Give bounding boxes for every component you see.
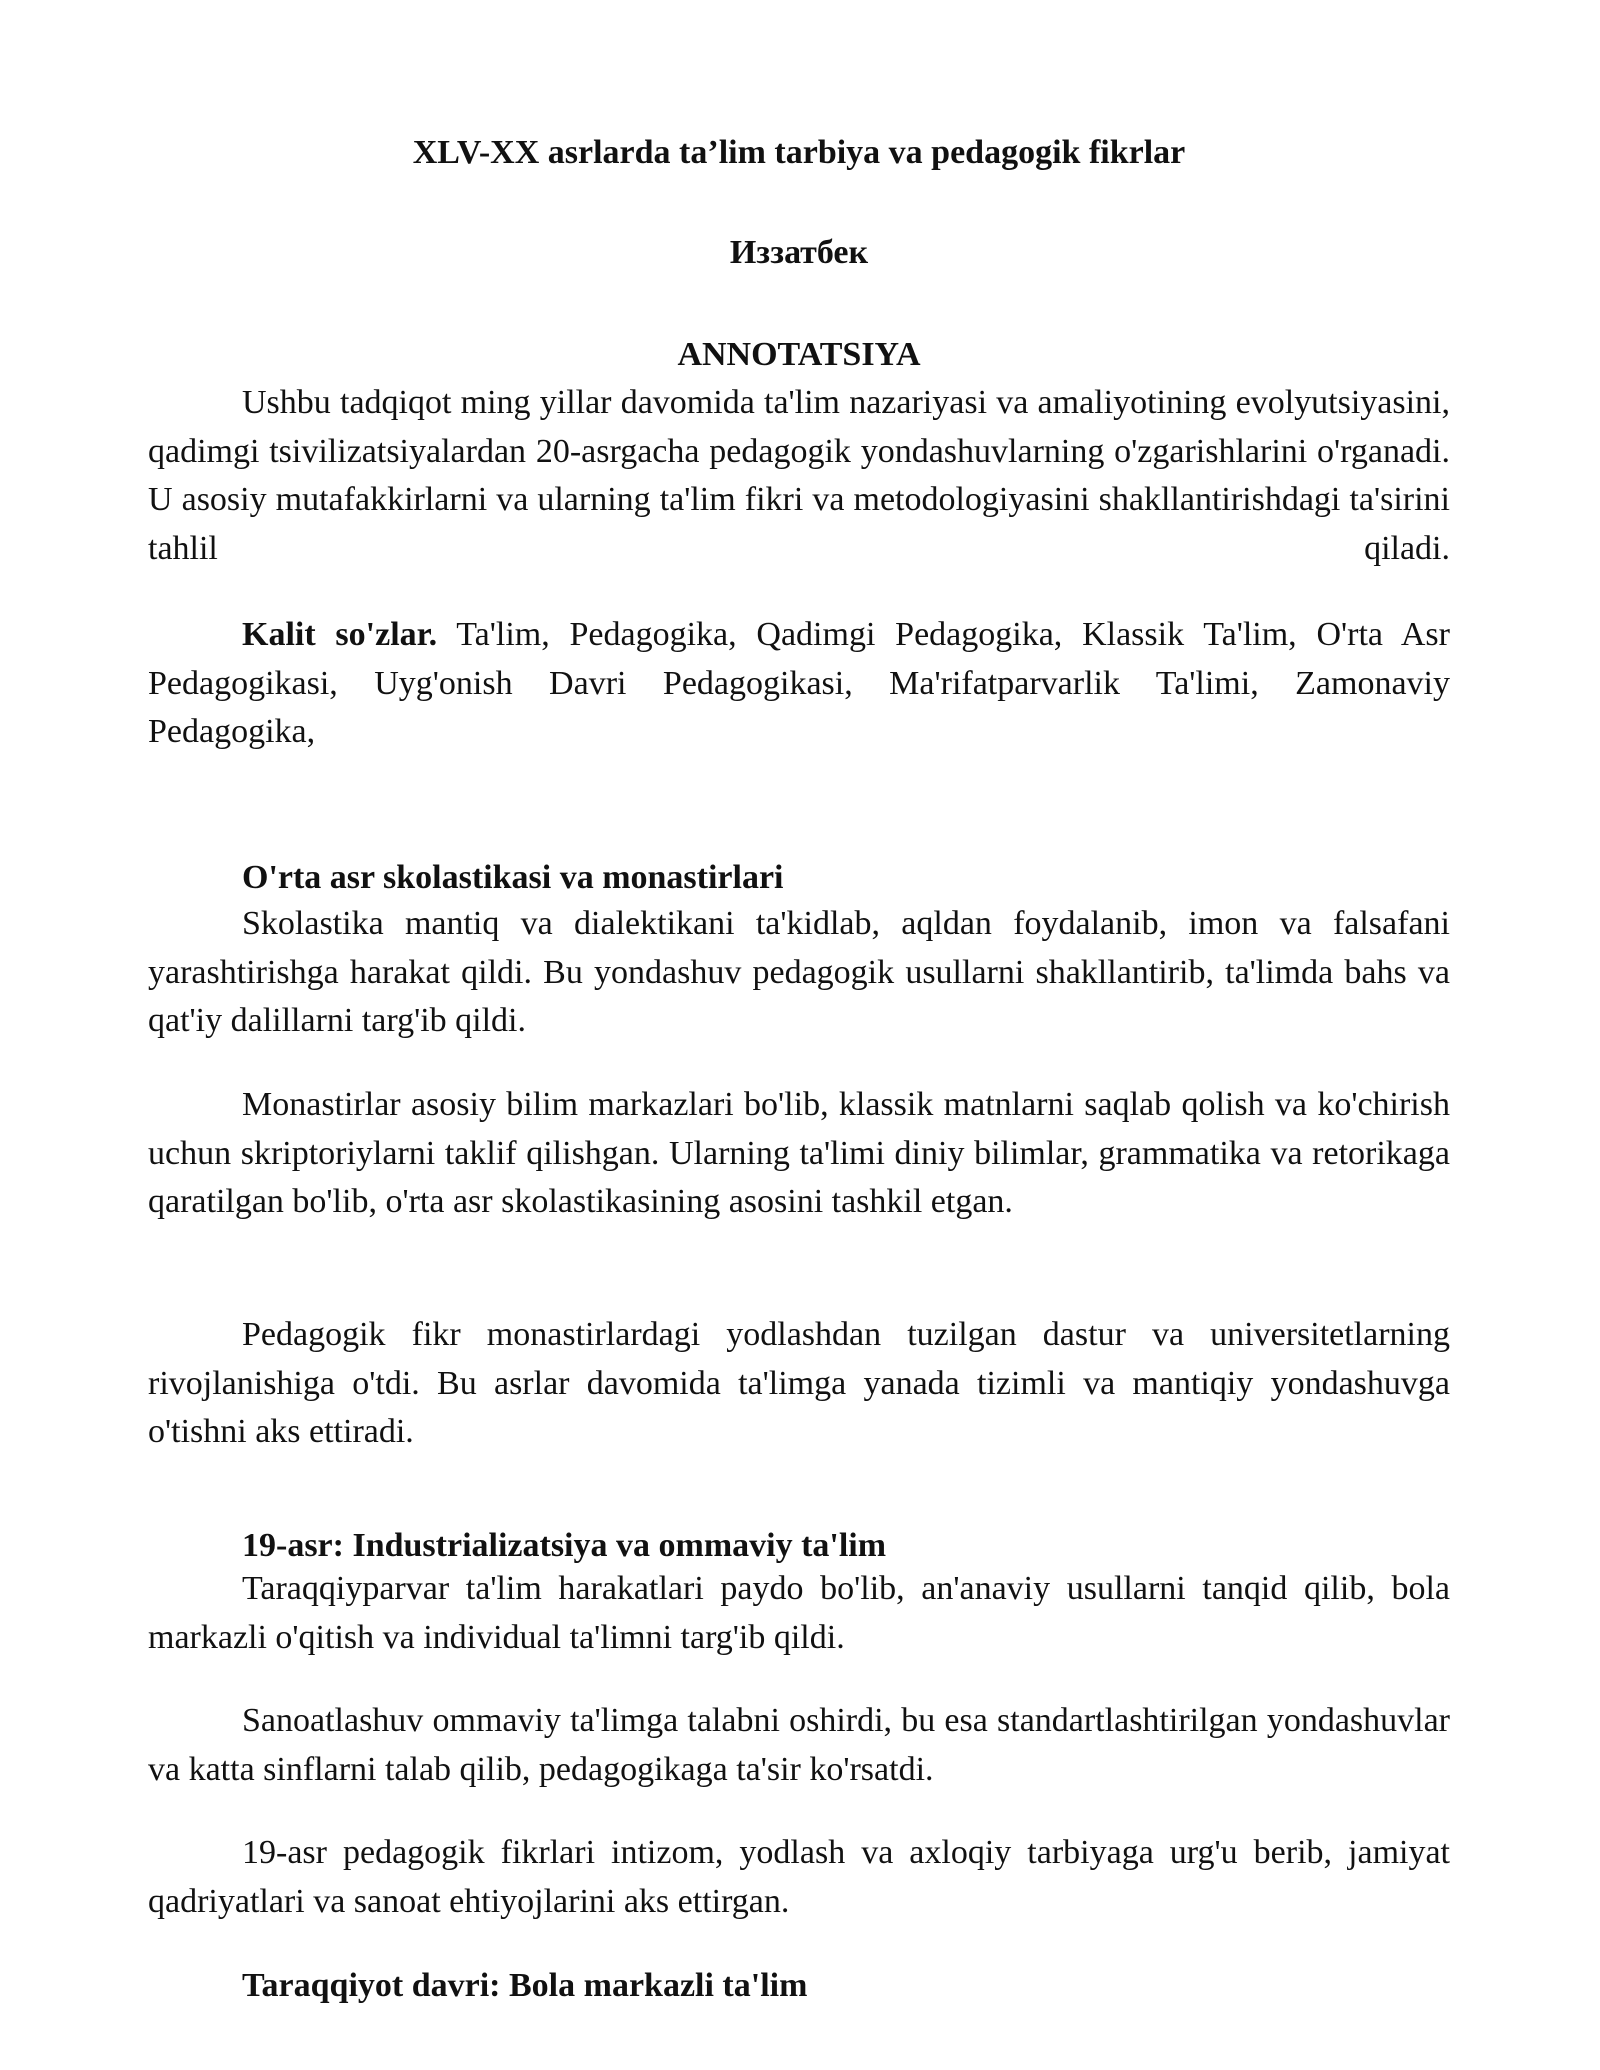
section-heading-medieval: O'rta asr skolastikasi va monastirlari (242, 859, 784, 896)
abstract-paragraph: Ushbu tadqiqot ming yillar davomida ta'lim nazariyasi va amaliyotining evolyutsiyasini, qadimgi tsivilizatsiyalardan 20-asrgacha pedagogik yondashuvlarning o'zgarishlarini o'rganadi. U asosiy mutafakkirlarni va ularning ta'lim fikri va metodologiyasini shakllantirishdagi ta'sirini tahlil qiladi. (148, 384, 1450, 567)
section-paragraph: 19-asr pedagogik fikrlari intizom, yodlash va axloqiy tarbiyaga urg'u berib, jamiyat qadriyatlari va sanoat ehtiyojlarini aks ettirgan. (148, 1834, 1450, 1920)
section-paragraph: Skolastika mantiq va dialektikani ta'kidlab, aqldan foydalanib, imon va falsafani yarashtirishga harakat qildi. Bu yondashuv pedagogik usullarni shakllantirib, ta'limda bahs va qat'iy dalillarni targ'ib qildi. (148, 905, 1450, 1039)
section-paragraph: Monastirlar asosiy bilim markazlari bo'lib, klassik matnlarni saqlab qolish va ko'chirish uchun skriptoriylarni taklif qilishgan. Ularning ta'limi diniy bilimlar, grammatika va retorikaga qaratilgan bo'lib, o'rta asr skolastikasining asosini tashkil etgan. (148, 1086, 1450, 1220)
keywords-label: Kalit so'zlar. (242, 616, 438, 653)
section-paragraph: Pedagogik fikr monastirlardagi yodlashdan tuzilgan dastur va universitetlarning rivojlanishiga o'tdi. Bu asrlar davomida ta'limga yanada tizimli va mantiqiy yondashuvga o'tishni aks ettiradi. (148, 1316, 1450, 1450)
section-heading-progressive-era: Taraqqiyot davri: Bola markazli ta'lim (242, 1967, 808, 2004)
section-heading-19th-century: 19-asr: Industrializatsiya va ommaviy ta'lim (242, 1527, 887, 1564)
author-name: Иззатбек (729, 234, 869, 271)
keywords-list: Ta'lim, Pedagogika, Qadimgi Pedagogika, Klassik Ta'lim, O'rta Asr Pedagogikasi, Uyg'onish Davri Pedagogikasi, Ma'rifatparvarlik Ta'limi, Zamonaviy Pedagogika, (148, 616, 1450, 750)
abstract-heading: ANNOTATSIYA (677, 336, 921, 373)
document-title: XLV-XX asrlarda ta’lim tarbiya va pedagogik fikrlar (412, 134, 1186, 171)
section-paragraph: Sanoatlashuv ommaviy ta'limga talabni oshirdi, bu esa standartlashtirilgan yondashuvlar va katta sinflarni talab qilib, pedagogikaga ta'sir ko'rsatdi. (148, 1702, 1450, 1788)
section-paragraph: Taraqqiyparvar ta'lim harakatlari paydo bo'lib, an'anaviy usullarni tanqid qilib, bola markazli o'qitish va individual ta'limni targ'ib qildi. (148, 1570, 1450, 1656)
keywords-paragraph (148, 611, 1450, 757)
